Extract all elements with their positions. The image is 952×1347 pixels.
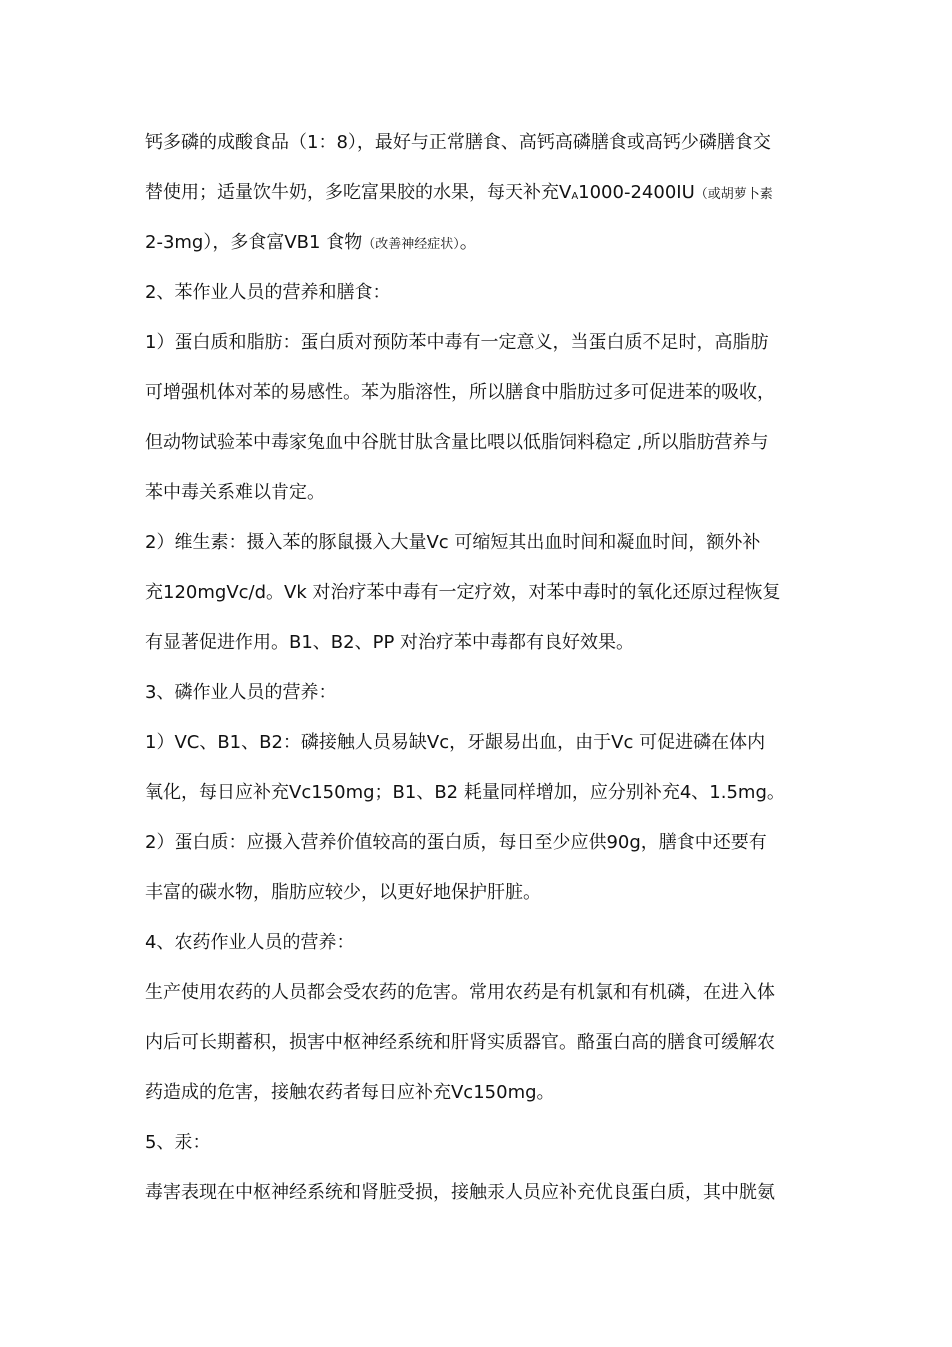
text-segment-small: （或胡萝卜素 (694, 187, 773, 202)
text-line: 钙多磷的成酸食品（1：8），最好与正常膳食、高钙高磷膳食或高钙少磷膳食交 (145, 132, 771, 153)
section-heading: 3、磷作业人员的营养： (145, 682, 337, 703)
text-segment: 1000-2400IU (578, 182, 695, 203)
text-line: 2）蛋白质：应摄入营养价值较高的蛋白质，每日至少应供90g，膳食中还要有 (145, 832, 767, 853)
text-segment: 。 (459, 232, 478, 253)
text-line: 生产使用农药的人员都会受农药的危害。常用农药是有机氯和有机磷，在进入体 (145, 982, 775, 1003)
text-line: 但动物试验苯中毒家兔血中谷胱甘肽含量比喂以低脂饲料稳定 ,所以脂肪营养与 (145, 432, 769, 453)
text-line: 毒害表现在中枢神经系统和肾脏受损，接触汞人员应补充优良蛋白质，其中胱氨 (145, 1182, 775, 1203)
section-heading: 5、汞： (145, 1132, 211, 1153)
text-line: 充120mgVc/d。Vk 对治疗苯中毒有一定疗效，对苯中毒时的氧化还原过程恢复 (145, 582, 781, 603)
text-line: 苯中毒关系难以肯定。 (145, 482, 325, 503)
text-line: 丰富的碳水物，脂肪应较少，以更好地保护肝脏。 (145, 882, 541, 903)
text-line: 可增强机体对苯的易感性。苯为脂溶性，所以膳食中脂肪过多可促进苯的吸收， (145, 382, 775, 403)
text-line: 氧化，每日应补充Vc150mg；B1、B2 耗量同样增加，应分别补充4、1.5mg。 (145, 782, 785, 803)
text-line: 1）VC、B1、B2：磷接触人员易缺Vc，牙龈易出血，由于Vc 可促进磷在体内 (145, 732, 766, 753)
text-line: 1）蛋白质和脂肪：蛋白质对预防苯中毒有一定意义，当蛋白质不足时，高脂肪 (145, 332, 769, 353)
text-segment-small: （改善神经症状） (362, 237, 460, 252)
section-heading: 4、农药作业人员的营养： (145, 932, 355, 953)
text-line (145, 181, 815, 209)
text-line: 内后可长期蓄积，损害中枢神经系统和肝肾实质器官。酪蛋白高的膳食可缓解农 (145, 1032, 775, 1053)
subscript-text: A (571, 191, 579, 202)
text-segment: 2-3mg），多食富VB1 食物 (145, 232, 363, 253)
section-heading: 2、苯作业人员的营养和膳食： (145, 282, 391, 303)
text-line: 有显著促进作用。B1、B2、PP 对治疗苯中毒都有良好效果。 (145, 632, 635, 653)
text-line: 药造成的危害，接触农药者每日应补充Vc150mg。 (145, 1082, 555, 1103)
text-line: 2）维生素：摄入苯的豚鼠摄入大量Vc 可缩短其出血时间和凝血时间，额外补 (145, 532, 761, 553)
text-segment: 替使用；适量饮牛奶，多吃富果胶的水果，每天补充V (145, 182, 572, 203)
text-line (145, 231, 815, 257)
